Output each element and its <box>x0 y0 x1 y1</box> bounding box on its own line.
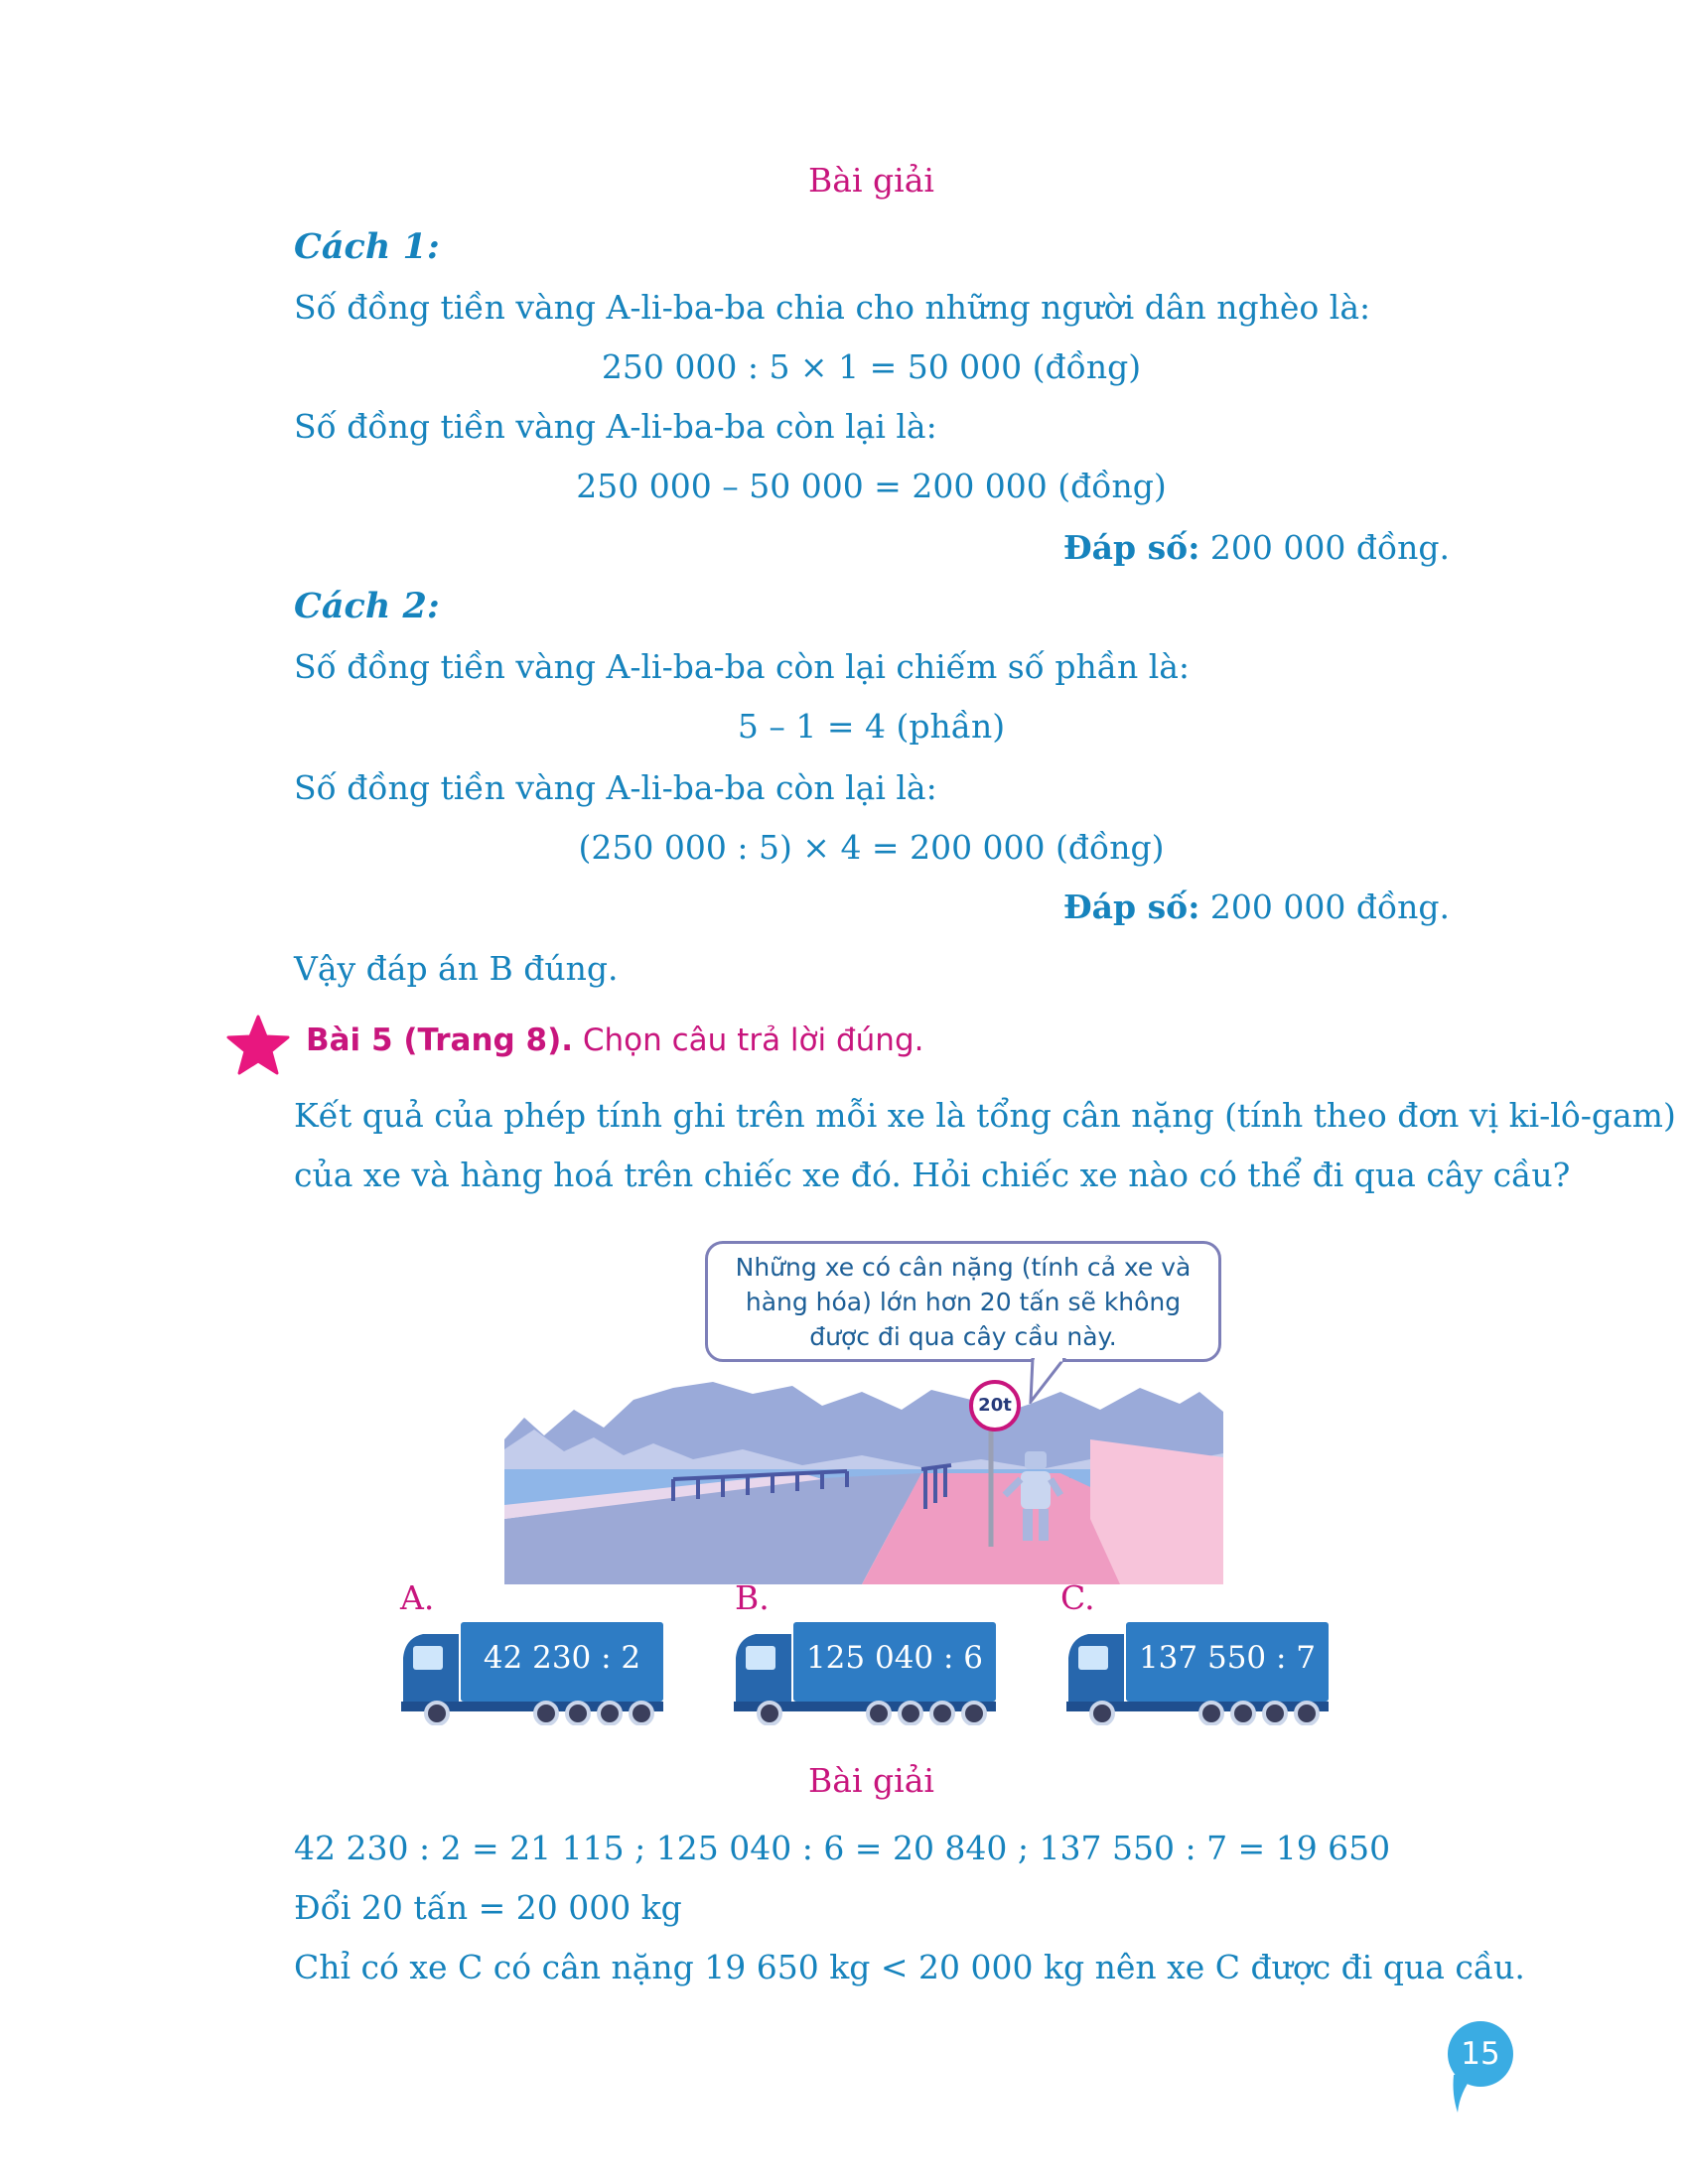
solution2-title: Bài giải <box>808 1761 934 1800</box>
star-icon <box>226 1015 290 1076</box>
question-line1: Kết quả của phép tính ghi trên mỗi xe là tổng cân nặng (tính theo đơn vị ki-lô-gam) <box>294 1096 1676 1135</box>
truck-c-label: C. <box>1060 1578 1095 1617</box>
method1-calc2: 250 000 – 50 000 = 200 000 (đồng) <box>576 467 1167 505</box>
exercise5-title: Bài 5 (Trang 8). <box>306 1023 574 1058</box>
weight-limit-sign: 20t <box>969 1380 1021 1432</box>
method2-label: Cách 2: <box>294 586 440 626</box>
method1-label: Cách 1: <box>294 226 440 267</box>
method2-answer <box>1063 887 1450 927</box>
exercise5-heading <box>306 1023 923 1058</box>
method2-line2: Số đồng tiền vàng A-li-ba-ba còn lại là: <box>294 768 937 807</box>
answer-value: 200 000 đồng. <box>1199 528 1450 567</box>
exercise5-instruction: Chọn câu trả lời đúng. <box>573 1023 924 1058</box>
bubble-line: Những xe có cân nặng (tính cả xe và <box>735 1253 1192 1282</box>
solution-title: Bài giải <box>808 161 934 200</box>
truck-b-label: B. <box>735 1578 770 1617</box>
truck-a-expression: 42 230 : 2 <box>483 1640 641 1676</box>
solution2-line3: Chỉ có xe C có cân nặng 19 650 kg < 20 000 kg nên xe C được đi qua cầu. <box>294 1948 1525 1986</box>
page-badge-tail <box>1450 2075 1479 2115</box>
answer-value: 200 000 đồng. <box>1199 887 1450 926</box>
bubble-line: được đi qua cây cầu này. <box>809 1322 1117 1351</box>
bridge-scene <box>504 1370 1223 1584</box>
answer-label: Đáp số: <box>1062 528 1200 567</box>
speech-bubble <box>705 1241 1221 1362</box>
answer-label: Đáp số: <box>1062 887 1200 926</box>
method2-line1: Số đồng tiền vàng A-li-ba-ba còn lại chiếm số phần là: <box>294 647 1191 686</box>
truck-c-expression: 137 550 : 7 <box>1138 1640 1317 1676</box>
truck-b-expression: 125 040 : 6 <box>805 1640 984 1676</box>
method2-calc1: 5 – 1 = 4 (phần) <box>737 707 1006 746</box>
method1-line2: Số đồng tiền vàng A-li-ba-ba còn lại là: <box>294 407 937 446</box>
method1-answer <box>1063 528 1450 568</box>
question-line2: của xe và hàng hoá trên chiếc xe đó. Hỏi chiếc xe nào có thể đi qua cây cầu? <box>294 1156 1571 1194</box>
wall <box>1090 1439 1223 1584</box>
method2-calc2: (250 000 : 5) × 4 = 200 000 (đồng) <box>578 828 1165 867</box>
truck-a-label: A. <box>400 1578 435 1617</box>
page-number: 15 <box>1448 2021 1513 2087</box>
bubble-line: hàng hóa) lớn hơn 20 tấn sẽ không <box>745 1288 1182 1316</box>
method1-calc1: 250 000 : 5 × 1 = 50 000 (đồng) <box>601 347 1142 386</box>
solution2-line1: 42 230 : 2 = 21 115 ; 125 040 : 6 = 20 840 ; 137 550 : 7 = 19 650 <box>294 1829 1391 1867</box>
conclusion: Vậy đáp án B đúng. <box>294 949 619 988</box>
method1-line1: Số đồng tiền vàng A-li-ba-ba chia cho những người dân nghèo là: <box>294 288 1371 327</box>
solution2-line2: Đổi 20 tấn = 20 000 kg <box>294 1888 682 1927</box>
